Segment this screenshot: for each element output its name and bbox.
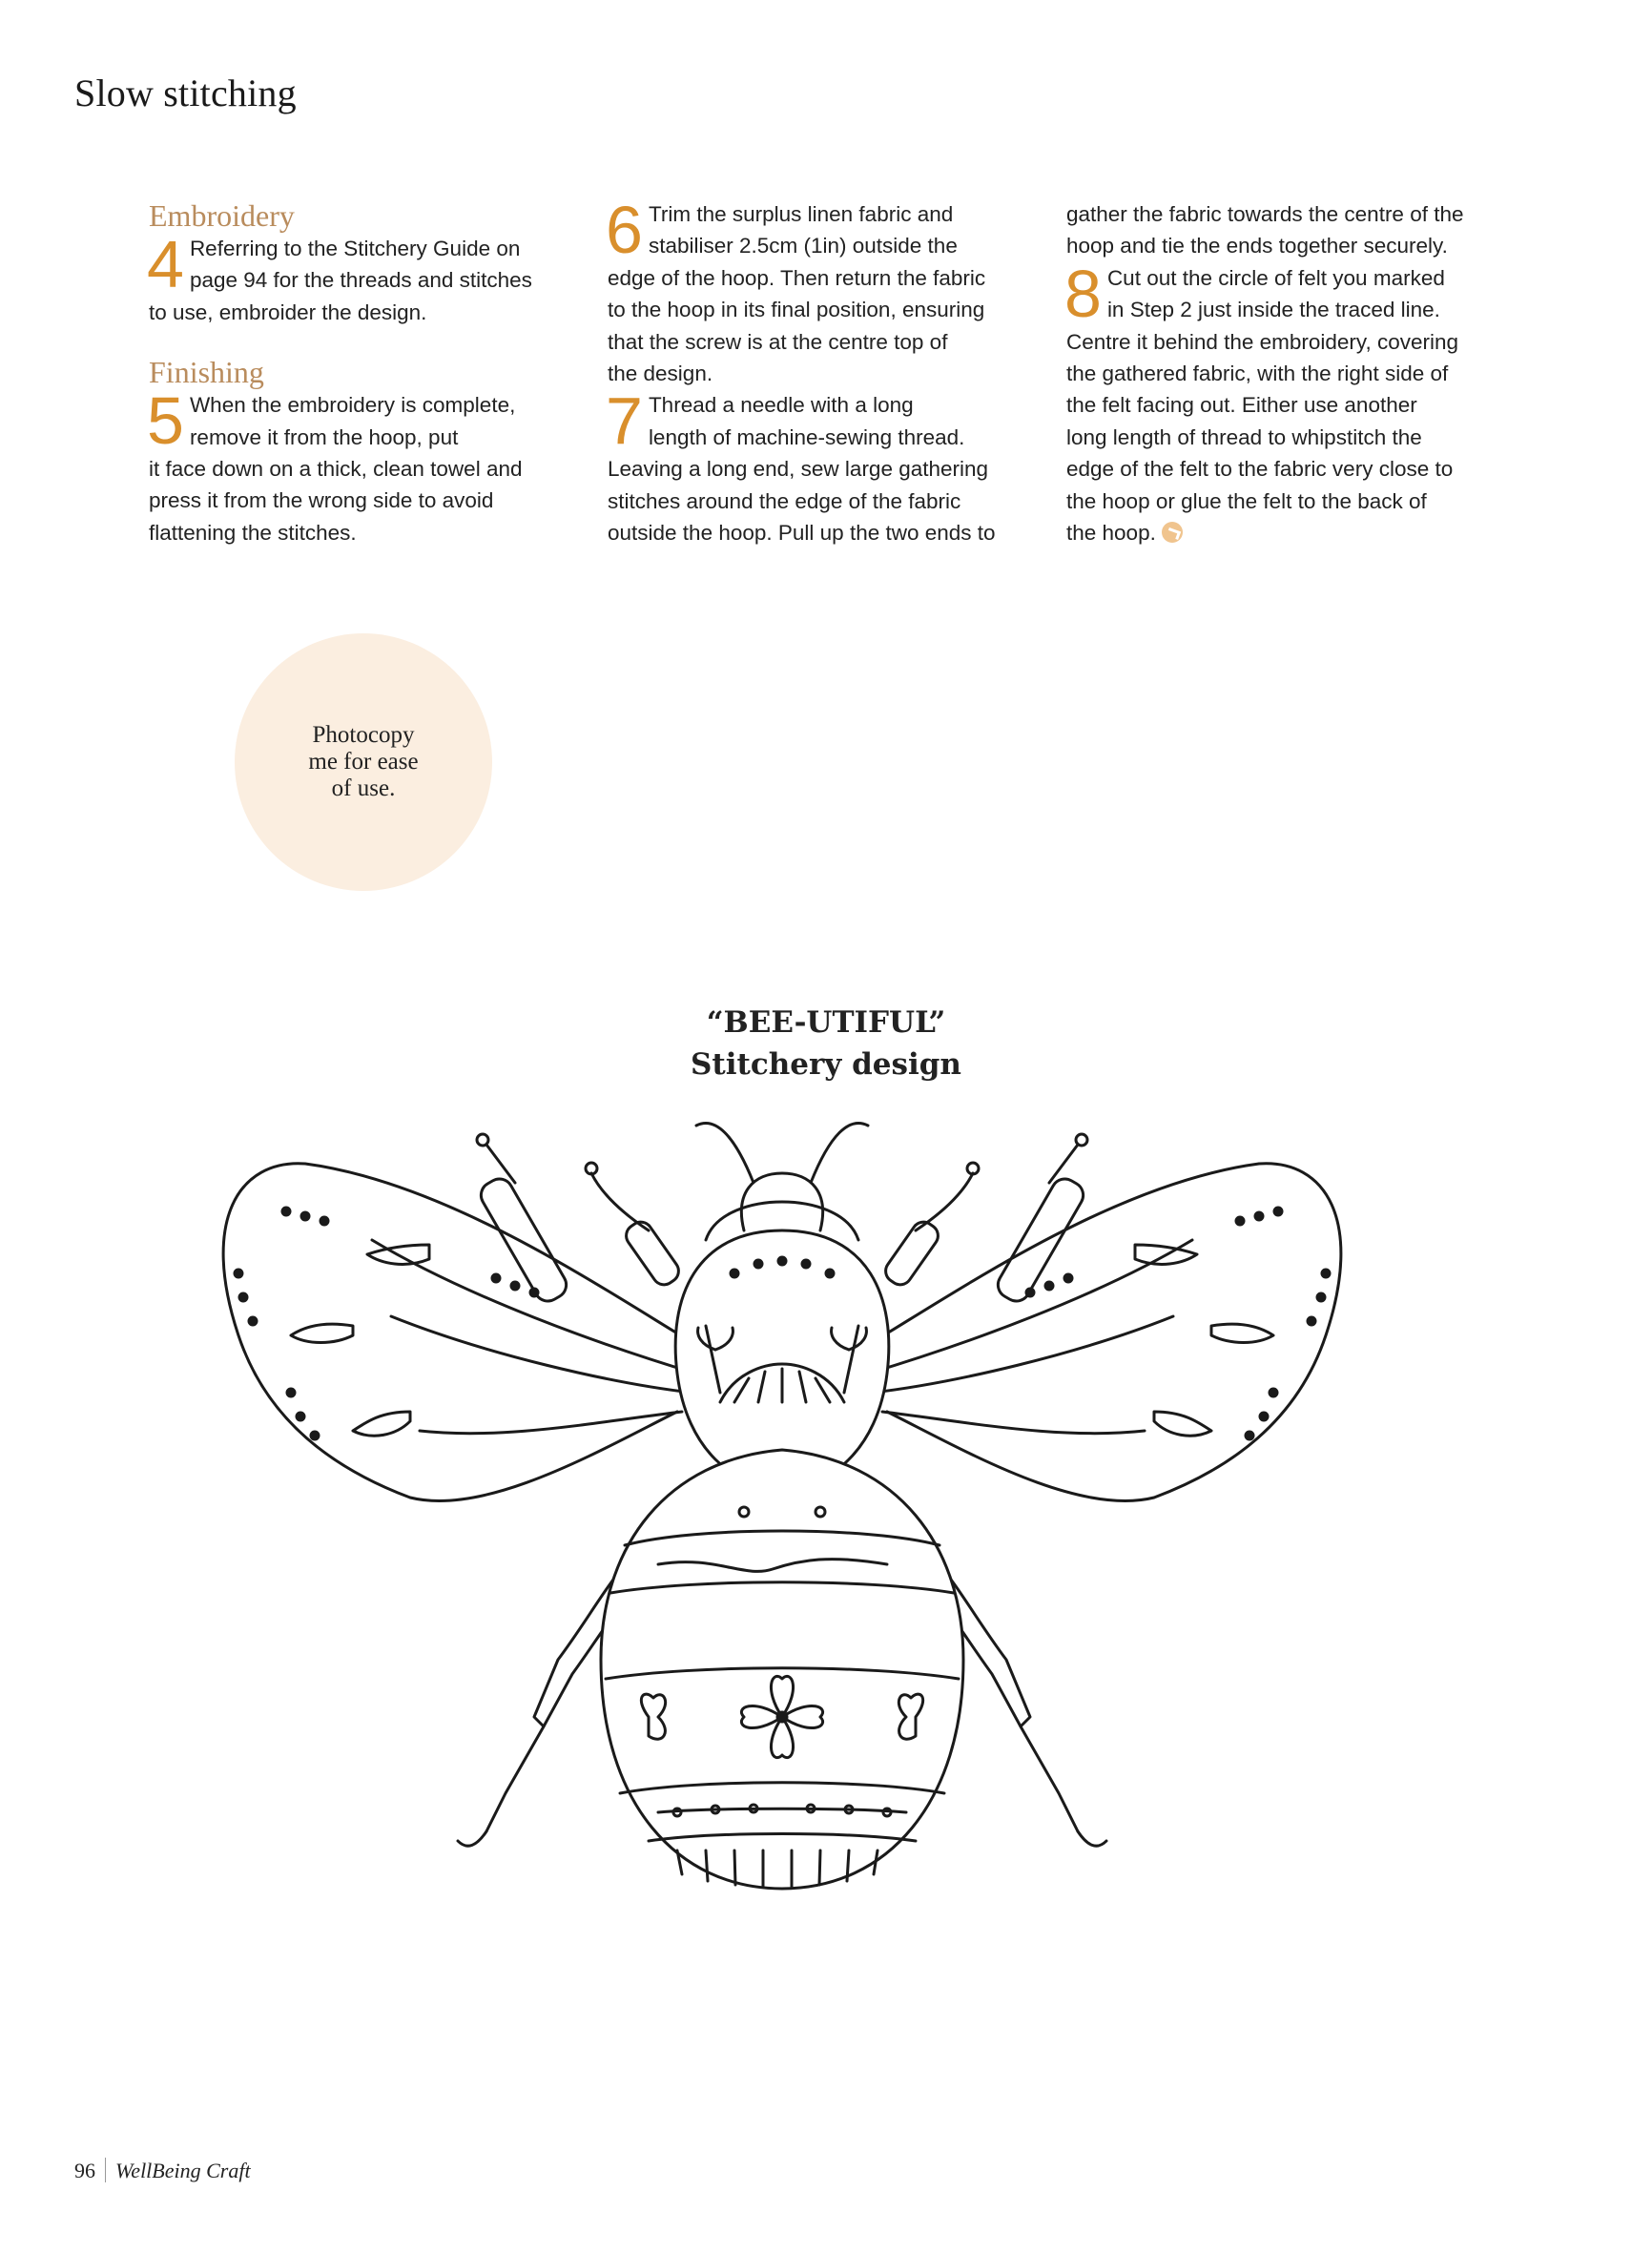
- callout-line: Photocopy: [312, 722, 415, 748]
- step-text-line: to use, embroider the design.: [149, 300, 427, 324]
- section-title: Slow stitching: [74, 72, 297, 114]
- step-text-line: page 94 for the threads and stitches: [189, 268, 532, 293]
- step-text-line: in Step 2 just inside the traced line.: [1106, 298, 1440, 322]
- page-number: 96: [74, 2159, 95, 2182]
- step-number: 8: [1064, 256, 1102, 331]
- step-text-line: it face down on a thick, clean towel and: [149, 457, 523, 482]
- step-number: 6: [606, 193, 643, 267]
- callout-line: me for ease: [308, 749, 419, 775]
- step-text-line: When the embroidery is complete,: [189, 393, 516, 418]
- continued-text-line: gather the fabric towards the centre of the: [1066, 202, 1464, 226]
- step-number: 7: [606, 383, 643, 459]
- step-7: [606, 383, 1037, 548]
- page-footer: [74, 2158, 251, 2183]
- column-2: [606, 193, 1037, 548]
- step-text-line: the design.: [608, 362, 713, 386]
- final-line-text: the hoop.: [1066, 521, 1156, 546]
- step-text-line: stabiliser 2.5cm (1in) outside the: [648, 234, 958, 258]
- step-4: [147, 227, 578, 328]
- step-text-line: long length of thread to whipstitch the: [1066, 424, 1422, 449]
- step-text-line: flattening the stitches.: [149, 520, 357, 545]
- bee-illustration: [200, 1106, 1364, 1946]
- end-mark-icon: [1162, 522, 1183, 543]
- step-text-line: [1066, 517, 1496, 548]
- callout-text: [287, 722, 440, 802]
- step-text-line: press it from the wrong side to avoid: [149, 488, 494, 513]
- step-text-line: Referring to the Stitchery Guide on: [189, 237, 521, 260]
- step-8: [1064, 256, 1496, 549]
- step-text-line: Cut out the circle of felt you marked: [1106, 265, 1445, 290]
- step-text-line: the hoop or glue the felt to the back of: [1066, 488, 1427, 513]
- subheading-embroidery: Embroidery: [149, 198, 295, 233]
- footer-divider: [105, 2158, 106, 2182]
- step-text-line: remove it from the hoop, put: [189, 424, 459, 449]
- column-1: [149, 198, 578, 548]
- publication-name: WellBeing Craft: [115, 2159, 251, 2182]
- step-text-line: edge of the felt to the fabric very close to: [1066, 457, 1454, 482]
- step-text-line: edge of the hoop. Then return the fabric: [608, 265, 986, 290]
- step-text-line: stitches around the edge of the fabric: [608, 488, 961, 513]
- step-text-line: Centre it behind the embroidery, covering: [1066, 329, 1459, 354]
- step-number: 5: [147, 383, 184, 459]
- step-text-line: the gathered fabric, with the right side of: [1066, 362, 1449, 386]
- step-text-line: that the screw is at the centre top of: [608, 329, 948, 354]
- step-text-line: the felt facing out. Either use another: [1066, 393, 1417, 418]
- continued-text-line: hoop and tie the ends together securely.: [1066, 234, 1448, 258]
- step-5: [147, 383, 578, 548]
- step-text-line: to the hoop in its final position, ensuring: [608, 298, 985, 322]
- subheading-finishing: Finishing: [149, 355, 264, 390]
- step-number: 4: [147, 227, 184, 301]
- design-title-line-1: “BEE-UTIFUL”: [706, 1005, 946, 1040]
- step-text-line: length of machine-sewing thread.: [648, 424, 965, 449]
- step-text-line: outside the hoop. Pull up the two ends to: [608, 521, 996, 546]
- column-3: [1066, 198, 1496, 548]
- callout-line: of use.: [331, 775, 396, 801]
- design-title: [540, 1002, 1112, 1085]
- step-6: [606, 193, 1037, 389]
- design-title-line-2: Stitchery design: [691, 1047, 961, 1082]
- photocopy-callout: [235, 633, 492, 891]
- step-text-line: Trim the surplus linen fabric and: [648, 202, 954, 226]
- step-text-line: Thread a needle with a long: [648, 393, 914, 418]
- step-text-line: Leaving a long end, sew large gathering: [608, 457, 989, 482]
- bee-abdomen: [601, 1450, 963, 1889]
